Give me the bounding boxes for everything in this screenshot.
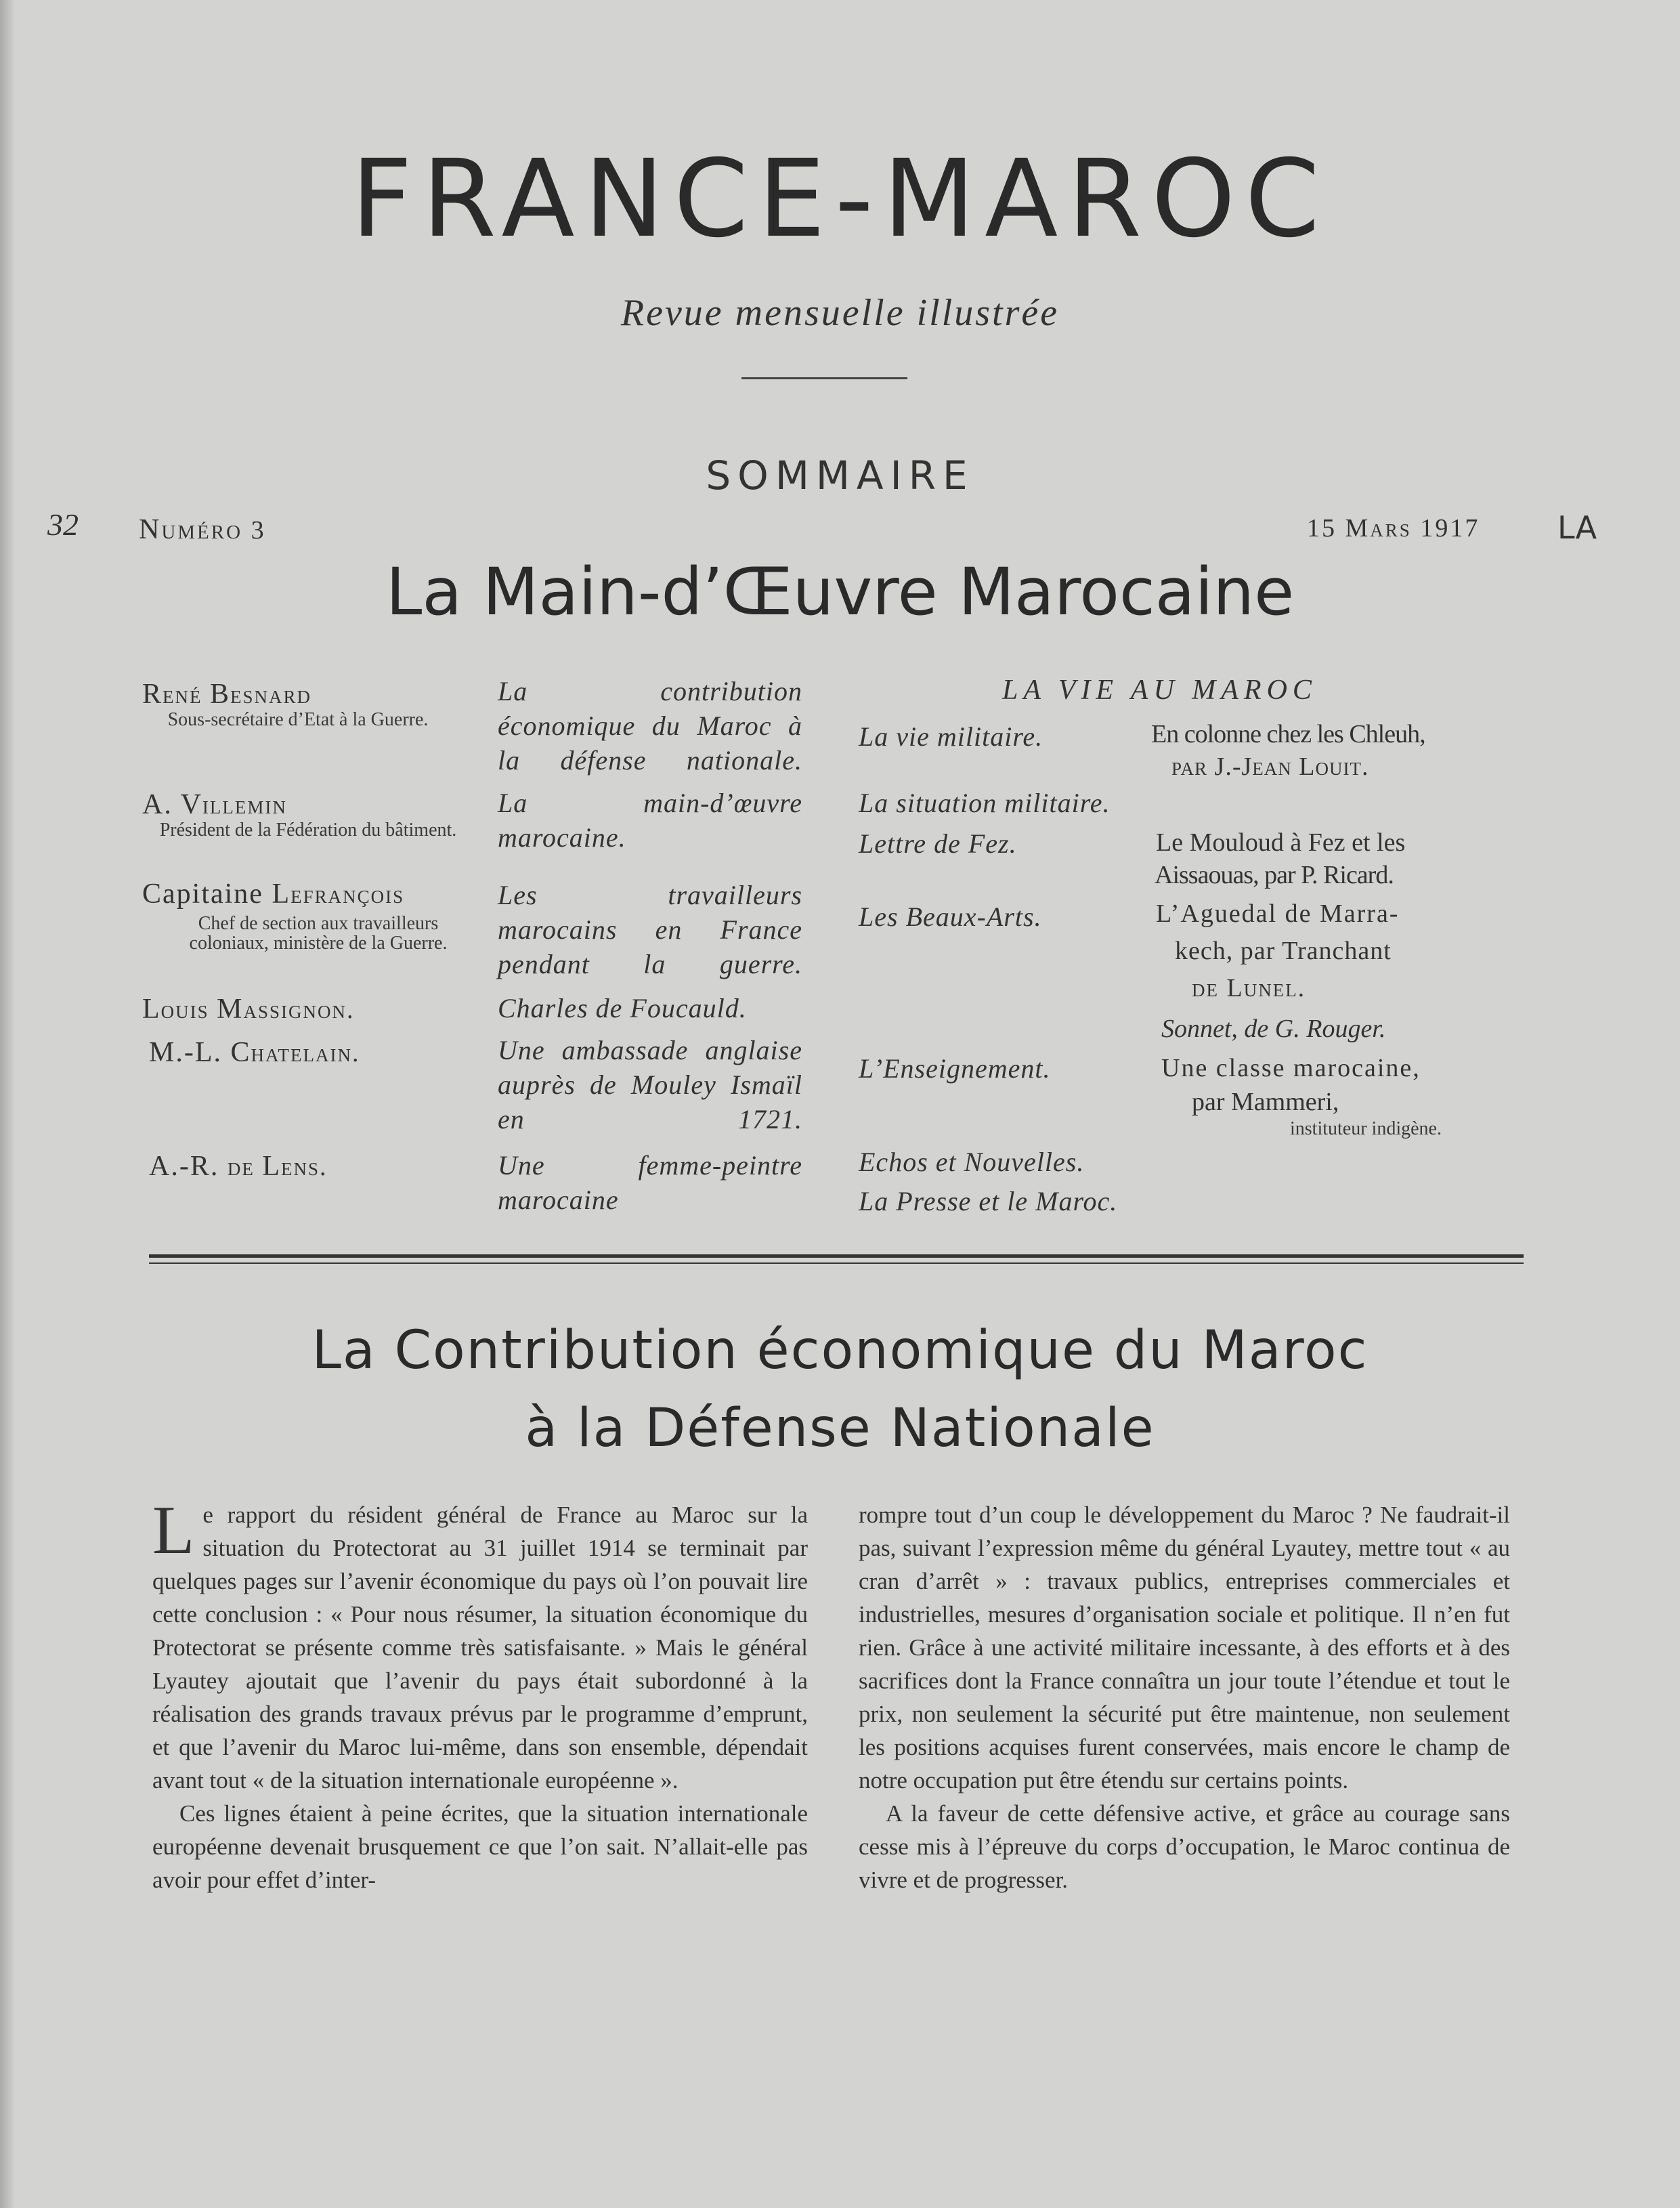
toc-section: Les Beaux-Arts. [859,901,1042,932]
article-paragraph: A la faveur de cette défensive active, et grâce au courage sans cesse mis à l’épreuve du corps d’occupation, le Maroc continua de vivre et de progresser. [859,1800,1510,1893]
toc-entry: L’Aguedal de Marra- [1156,899,1400,928]
toc-section-heading: LA VIE AU MAROC [1002,675,1317,706]
toc-section: Echos et Nouvelles. [859,1147,1085,1177]
article-title: à la Défense Nationale [525,1398,1155,1459]
toc-section: La Presse et le Maroc. [859,1186,1118,1216]
section-divider [149,1254,1524,1258]
toc-section: Lettre de Fez. [859,828,1017,859]
toc-article-title: La main-d’œuvre marocaine. [498,788,802,853]
toc-author: M.-L. Chatelain. [149,1037,360,1068]
toc-author-role: Sous-secrétaire d’Etat à la Guerre. [167,709,429,730]
article-paragraph: Ces lignes étaient à peine écrites, que la situation internationale européenne devenait brusquement ce que l’on sait. N’allait-elle pas avoir pour effet d’inter- [152,1800,808,1893]
masthead-divider [741,377,907,379]
toc-article-title: La contribution économique du Maroc à la défense nationale. [498,676,802,776]
toc-entry-author: par Mammeri, [1192,1088,1339,1116]
toc-author: A. Villemin [142,789,287,820]
toc-author: René Besnard [142,679,312,710]
toc-entry-author: par J.-Jean Louit. [1171,752,1369,781]
sommaire-heading: SOMMAIRE [706,452,974,498]
toc-entry-note: instituteur indigène. [1290,1118,1442,1139]
toc-entry-author: Aissaouas, par P. Ricard. [1155,861,1394,889]
masthead-subtitle: Revue mensuelle illustrée [620,292,1060,334]
toc-entry: Le Mouloud à Fez et les [1156,828,1406,857]
toc-author-role: Président de la Fédération du bâtiment. [159,820,457,841]
article-title: La Contribution économique du Maroc [311,1320,1369,1381]
article-column-left [152,1492,808,1896]
toc-article-title: Charles de Foucauld. [498,993,747,1023]
handwritten-annotation-right: LA [1557,509,1597,546]
article-column-right [859,1498,1510,1896]
toc-article-title: Une femme-peintre marocaine [498,1150,802,1216]
toc-section: La vie militaire. [859,721,1043,752]
toc-section: La situation militaire. [859,788,1111,818]
toc-author: A.-R. de Lens. [149,1151,328,1182]
masthead-title: FRANCE-MAROC [351,137,1329,261]
toc-entry-author: de Lunel. [1192,974,1306,1002]
article-paragraph: rompre tout d’un coup le développement du Maroc ? Ne faudrait-il pas, suivant l’expression même du général Lyautey, mettre tout « au cran d’arrêt » : travaux publics, entreprises commerciales et industrielles, mesures d’organisation sociale et politique. Il n’en fut rien. Grâce à une activité militaire incessante, à des efforts et à des sacrifices dont la France connaîtra un jour toute l’étendue et tout le prix, non seulement la sécurité put être maintenue, non seulement les positions acquises furent conservées, mais encore le champ de notre occupation put être étendu sur certains points. [859,1502,1510,1793]
toc-author: Louis Massignon. [142,994,355,1025]
toc-section: L’Enseignement. [859,1053,1051,1084]
toc-author-role: Chef de section aux travailleurs coloniaux, ministère de la Guerre. [189,913,448,954]
drop-cap: L [152,1492,195,1569]
toc-entry: Une classe marocaine, [1161,1054,1421,1082]
toc-article-title: Les travailleurs marocains en France pendant la guerre. [498,880,802,980]
issue-number: Numéro 3 [139,514,266,545]
toc-author: Capitaine Lefrançois [142,878,405,910]
issue-date: 15 Mars 1917 [1307,514,1480,543]
toc-entry-author: kech, par Tranchant [1175,937,1392,965]
section-divider [149,1262,1524,1264]
toc-article-title: Une ambassade anglaise auprès de Mouley Ismaïl en 1721. [498,1035,802,1135]
handwritten-annotation-left: 32 [47,507,79,542]
issue-title: La Main-d’Œuvre Marocaine [385,554,1295,630]
toc-entry: En colonne chez les Chleuh, [1151,720,1425,748]
toc-entry: Sonnet, de G. Rouger. [1161,1015,1386,1043]
article-paragraph: e rapport du résident général de France au Maroc sur la situation du Protectorat au 31 juillet 1914 se terminait par quelques pages sur l’avenir économique du pays où l’on pouvait lire cette conclusion : « Pour nous résumer, la situation économique du Protectorat se présente comme très satisfaisante. » Mais le général Lyautey ajoutait que l’avenir du pays était subordonné à la réalisation des grands travaux prévus par le programme d’emprunt, et que l’avenir du Maroc lui-même, dans son ensemble, dépendait avant tout « de la situation internationale européenne ». [152,1502,808,1793]
